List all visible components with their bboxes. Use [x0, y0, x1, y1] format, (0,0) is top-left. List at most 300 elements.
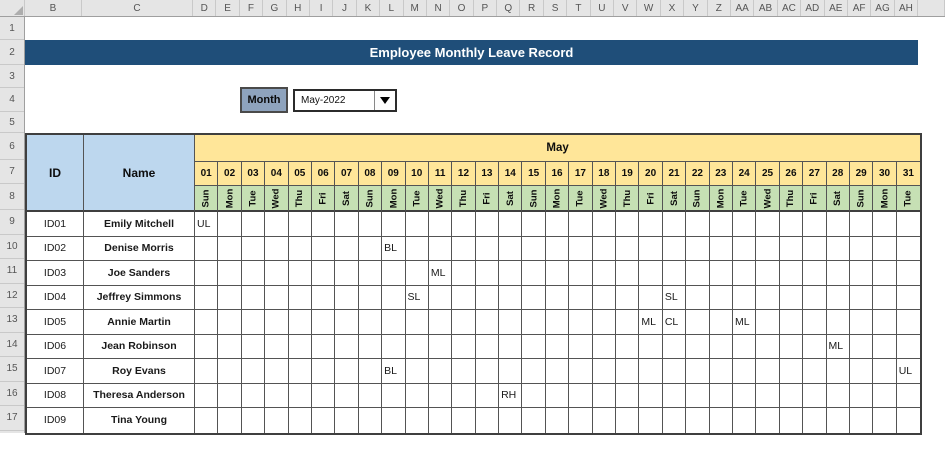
weekday-header-cell[interactable] — [803, 186, 826, 212]
leave-cell[interactable] — [897, 261, 920, 286]
leave-cell[interactable] — [546, 212, 569, 237]
weekday-header-cell[interactable] — [546, 186, 569, 212]
leave-cell[interactable] — [476, 408, 499, 433]
leave-cell[interactable] — [710, 359, 733, 384]
leave-cell[interactable]: UL — [897, 359, 920, 384]
date-header-cell[interactable]: 31 — [897, 162, 920, 186]
column-header-AD[interactable]: AD — [801, 0, 824, 16]
weekday-header-cell[interactable] — [382, 186, 405, 212]
leave-cell[interactable] — [639, 212, 662, 237]
leave-cell[interactable] — [663, 359, 686, 384]
leave-cell[interactable] — [218, 286, 241, 311]
leave-cell[interactable] — [803, 286, 826, 311]
employee-name-cell[interactable]: Tina Young — [84, 408, 195, 433]
leave-cell[interactable] — [289, 408, 312, 433]
leave-cell[interactable] — [686, 286, 709, 311]
date-header-cell[interactable]: 24 — [733, 162, 756, 186]
leave-cell[interactable] — [289, 286, 312, 311]
leave-cell[interactable] — [406, 335, 429, 360]
leave-cell[interactable] — [827, 286, 850, 311]
leave-cell[interactable] — [195, 359, 218, 384]
date-header-cell[interactable]: 09 — [382, 162, 405, 186]
leave-cell[interactable] — [312, 237, 335, 262]
leave-cell[interactable] — [312, 408, 335, 433]
leave-cell[interactable] — [803, 237, 826, 262]
row-header-16[interactable]: 16 — [0, 382, 24, 407]
row-header-3[interactable]: 3 — [0, 65, 24, 88]
weekday-header-cell[interactable] — [265, 186, 288, 212]
leave-cell[interactable] — [195, 384, 218, 409]
leave-cell[interactable] — [546, 286, 569, 311]
leave-cell[interactable] — [242, 286, 265, 311]
leave-cell[interactable] — [663, 408, 686, 433]
date-header-cell[interactable]: 10 — [406, 162, 429, 186]
employee-name-cell[interactable]: Annie Martin — [84, 310, 195, 335]
date-header-cell[interactable]: 07 — [335, 162, 358, 186]
column-header-M[interactable]: M — [404, 0, 427, 16]
leave-cell[interactable] — [897, 286, 920, 311]
leave-cell[interactable] — [218, 359, 241, 384]
leave-cell[interactable] — [335, 286, 358, 311]
employee-id-cell[interactable]: ID05 — [27, 310, 84, 335]
leave-cell[interactable] — [335, 408, 358, 433]
leave-cell[interactable] — [873, 359, 896, 384]
column-header-F[interactable]: F — [240, 0, 263, 16]
leave-cell[interactable] — [639, 335, 662, 360]
leave-cell[interactable] — [639, 408, 662, 433]
leave-cell[interactable] — [546, 261, 569, 286]
leave-cell[interactable] — [218, 237, 241, 262]
leave-cell[interactable] — [382, 261, 405, 286]
leave-cell[interactable] — [476, 359, 499, 384]
leave-cell[interactable] — [335, 384, 358, 409]
leave-cell[interactable] — [476, 261, 499, 286]
leave-cell[interactable] — [756, 384, 779, 409]
leave-cell[interactable] — [616, 286, 639, 311]
leave-cell[interactable] — [522, 310, 545, 335]
leave-cell[interactable] — [265, 261, 288, 286]
leave-cell[interactable] — [452, 359, 475, 384]
date-header-cell[interactable]: 23 — [710, 162, 733, 186]
date-header-cell[interactable]: 17 — [569, 162, 592, 186]
leave-cell[interactable] — [359, 335, 382, 360]
month-dropdown[interactable] — [293, 89, 397, 112]
leave-cell[interactable] — [476, 286, 499, 311]
row-header-5[interactable]: 5 — [0, 112, 24, 133]
leave-cell[interactable]: ML — [639, 310, 662, 335]
leave-cell[interactable] — [733, 335, 756, 360]
leave-cell[interactable] — [873, 384, 896, 409]
weekday-header-cell[interactable] — [289, 186, 312, 212]
weekday-header-cell[interactable] — [522, 186, 545, 212]
leave-cell[interactable] — [335, 335, 358, 360]
column-header-AG[interactable]: AG — [871, 0, 894, 16]
leave-cell[interactable] — [265, 212, 288, 237]
leave-cell[interactable] — [265, 286, 288, 311]
weekday-header-cell[interactable] — [756, 186, 779, 212]
leave-cell[interactable] — [452, 286, 475, 311]
leave-cell[interactable] — [639, 237, 662, 262]
date-header-cell[interactable]: 28 — [827, 162, 850, 186]
employee-id-cell[interactable]: ID03 — [27, 261, 84, 286]
select-all-box[interactable] — [0, 0, 25, 16]
weekday-header-cell[interactable] — [733, 186, 756, 212]
leave-cell[interactable] — [546, 335, 569, 360]
leave-cell[interactable] — [429, 310, 452, 335]
leave-cell[interactable] — [803, 335, 826, 360]
leave-cell[interactable] — [499, 237, 522, 262]
row-header-9[interactable]: 9 — [0, 210, 24, 235]
leave-cell[interactable] — [476, 237, 499, 262]
leave-cell[interactable] — [873, 408, 896, 433]
leave-cell[interactable] — [218, 261, 241, 286]
row-header-2[interactable]: 2 — [0, 40, 24, 65]
column-header-U[interactable]: U — [591, 0, 614, 16]
leave-cell[interactable] — [429, 286, 452, 311]
leave-cell[interactable] — [756, 359, 779, 384]
leave-cell[interactable] — [522, 286, 545, 311]
leave-cell[interactable] — [756, 335, 779, 360]
leave-cell[interactable] — [359, 212, 382, 237]
leave-cell[interactable] — [218, 335, 241, 360]
weekday-header-cell[interactable] — [499, 186, 522, 212]
leave-cell[interactable] — [873, 237, 896, 262]
leave-cell[interactable] — [242, 335, 265, 360]
leave-cell[interactable] — [406, 408, 429, 433]
leave-cell[interactable] — [780, 310, 803, 335]
leave-cell[interactable] — [195, 286, 218, 311]
leave-cell[interactable] — [873, 335, 896, 360]
leave-cell[interactable] — [218, 310, 241, 335]
leave-cell[interactable] — [616, 212, 639, 237]
leave-cell[interactable] — [780, 212, 803, 237]
leave-cell[interactable] — [803, 212, 826, 237]
leave-cell[interactable] — [710, 212, 733, 237]
leave-cell[interactable] — [710, 408, 733, 433]
column-header-L[interactable]: L — [380, 0, 403, 16]
date-header-cell[interactable]: 04 — [265, 162, 288, 186]
leave-cell[interactable]: SL — [406, 286, 429, 311]
leave-cell[interactable] — [873, 286, 896, 311]
leave-cell[interactable] — [803, 310, 826, 335]
leave-cell[interactable] — [312, 261, 335, 286]
leave-cell[interactable] — [850, 408, 873, 433]
leave-cell[interactable] — [897, 335, 920, 360]
column-header-P[interactable]: P — [474, 0, 497, 16]
date-header-cell[interactable]: 22 — [686, 162, 709, 186]
leave-cell[interactable] — [639, 384, 662, 409]
leave-cell[interactable] — [897, 408, 920, 433]
leave-cell[interactable] — [593, 408, 616, 433]
date-header-cell[interactable]: 16 — [546, 162, 569, 186]
leave-cell[interactable] — [382, 212, 405, 237]
weekday-header-cell[interactable] — [616, 186, 639, 212]
leave-cell[interactable] — [522, 237, 545, 262]
leave-cell[interactable] — [289, 310, 312, 335]
leave-cell[interactable] — [452, 237, 475, 262]
column-header-C[interactable]: C — [82, 0, 193, 16]
weekday-header-cell[interactable] — [335, 186, 358, 212]
leave-cell[interactable] — [242, 310, 265, 335]
leave-cell[interactable] — [476, 335, 499, 360]
leave-cell[interactable] — [312, 286, 335, 311]
date-header-cell[interactable]: 18 — [593, 162, 616, 186]
leave-cell[interactable] — [780, 384, 803, 409]
leave-cell[interactable] — [546, 359, 569, 384]
leave-cell[interactable] — [289, 384, 312, 409]
employee-id-cell[interactable]: ID06 — [27, 335, 84, 360]
leave-cell[interactable] — [827, 212, 850, 237]
leave-cell[interactable] — [569, 310, 592, 335]
leave-cell[interactable] — [756, 408, 779, 433]
leave-cell[interactable] — [242, 261, 265, 286]
leave-cell[interactable] — [663, 335, 686, 360]
leave-cell[interactable] — [639, 359, 662, 384]
leave-cell[interactable] — [850, 212, 873, 237]
column-header-AE[interactable]: AE — [825, 0, 848, 16]
date-header-cell[interactable]: 30 — [873, 162, 896, 186]
leave-cell[interactable] — [429, 408, 452, 433]
employee-name-cell[interactable]: Joe Sanders — [84, 261, 195, 286]
leave-cell[interactable] — [522, 359, 545, 384]
weekday-header-cell[interactable] — [663, 186, 686, 212]
leave-cell[interactable] — [733, 384, 756, 409]
leave-cell[interactable] — [406, 261, 429, 286]
employee-id-cell[interactable]: ID08 — [27, 384, 84, 409]
leave-cell[interactable] — [312, 335, 335, 360]
weekday-header-cell[interactable] — [218, 186, 241, 212]
leave-cell[interactable] — [218, 408, 241, 433]
leave-cell[interactable] — [289, 359, 312, 384]
column-header-AA[interactable]: AA — [731, 0, 754, 16]
leave-cell[interactable] — [569, 359, 592, 384]
date-header-cell[interactable]: 05 — [289, 162, 312, 186]
employee-name-cell[interactable]: Jeffrey Simmons — [84, 286, 195, 311]
row-header-10[interactable]: 10 — [0, 235, 24, 260]
date-header-cell[interactable]: 15 — [522, 162, 545, 186]
leave-cell[interactable] — [312, 212, 335, 237]
leave-cell[interactable] — [359, 286, 382, 311]
leave-cell[interactable] — [827, 384, 850, 409]
leave-cell[interactable] — [616, 359, 639, 384]
leave-cell[interactable]: RH — [499, 384, 522, 409]
leave-cell[interactable] — [265, 408, 288, 433]
leave-cell[interactable] — [686, 384, 709, 409]
row-header-8[interactable]: 8 — [0, 184, 24, 210]
leave-cell[interactable] — [522, 335, 545, 360]
weekday-header-cell[interactable] — [312, 186, 335, 212]
leave-cell[interactable] — [499, 261, 522, 286]
leave-cell[interactable] — [289, 261, 312, 286]
weekday-header-cell[interactable] — [452, 186, 475, 212]
leave-cell[interactable] — [382, 408, 405, 433]
column-header-S[interactable]: S — [544, 0, 567, 16]
leave-cell[interactable] — [710, 237, 733, 262]
leave-cell[interactable] — [850, 310, 873, 335]
leave-cell[interactable] — [382, 335, 405, 360]
leave-cell[interactable] — [756, 310, 779, 335]
date-header-cell[interactable]: 26 — [780, 162, 803, 186]
date-header-cell[interactable]: 14 — [499, 162, 522, 186]
leave-cell[interactable] — [686, 359, 709, 384]
date-header-cell[interactable]: 08 — [359, 162, 382, 186]
leave-cell[interactable] — [569, 212, 592, 237]
leave-cell[interactable] — [359, 237, 382, 262]
employee-name-cell[interactable]: Denise Morris — [84, 237, 195, 262]
date-header-cell[interactable]: 06 — [312, 162, 335, 186]
leave-cell[interactable] — [335, 261, 358, 286]
leave-cell[interactable] — [382, 384, 405, 409]
weekday-header-cell[interactable] — [195, 186, 218, 212]
date-header-cell[interactable]: 13 — [476, 162, 499, 186]
leave-cell[interactable] — [546, 384, 569, 409]
leave-cell[interactable] — [639, 261, 662, 286]
leave-cell[interactable] — [616, 237, 639, 262]
leave-cell[interactable] — [710, 384, 733, 409]
leave-cell[interactable] — [335, 237, 358, 262]
leave-cell[interactable] — [406, 237, 429, 262]
leave-cell[interactable] — [803, 408, 826, 433]
month-name-header[interactable]: May — [195, 135, 920, 162]
weekday-header-cell[interactable] — [897, 186, 920, 212]
weekday-header-cell[interactable] — [359, 186, 382, 212]
leave-cell[interactable] — [406, 359, 429, 384]
leave-cell[interactable] — [522, 408, 545, 433]
leave-cell[interactable] — [827, 237, 850, 262]
leave-cell[interactable] — [827, 408, 850, 433]
leave-cell[interactable] — [335, 359, 358, 384]
leave-cell[interactable] — [499, 286, 522, 311]
leave-cell[interactable] — [265, 237, 288, 262]
leave-cell[interactable] — [569, 384, 592, 409]
leave-cell[interactable] — [733, 359, 756, 384]
leave-cell[interactable] — [616, 408, 639, 433]
leave-cell[interactable]: SL — [663, 286, 686, 311]
weekday-header-cell[interactable] — [593, 186, 616, 212]
leave-cell[interactable] — [616, 310, 639, 335]
column-header-AF[interactable]: AF — [848, 0, 871, 16]
leave-cell[interactable] — [335, 310, 358, 335]
leave-cell[interactable] — [289, 212, 312, 237]
weekday-header-cell[interactable] — [242, 186, 265, 212]
leave-cell[interactable] — [686, 212, 709, 237]
leave-cell[interactable] — [663, 237, 686, 262]
leave-cell[interactable] — [873, 212, 896, 237]
weekday-header-cell[interactable] — [710, 186, 733, 212]
leave-cell[interactable]: BL — [382, 237, 405, 262]
leave-cell[interactable] — [406, 384, 429, 409]
employee-id-cell[interactable]: ID09 — [27, 408, 84, 433]
leave-cell[interactable] — [780, 286, 803, 311]
leave-cell[interactable] — [569, 286, 592, 311]
leave-cell[interactable] — [382, 286, 405, 311]
employee-name-cell[interactable]: Roy Evans — [84, 359, 195, 384]
leave-cell[interactable] — [710, 286, 733, 311]
date-header-cell[interactable]: 02 — [218, 162, 241, 186]
leave-cell[interactable] — [569, 408, 592, 433]
leave-cell[interactable] — [242, 384, 265, 409]
leave-cell[interactable] — [663, 261, 686, 286]
leave-cell[interactable] — [452, 310, 475, 335]
leave-cell[interactable] — [242, 408, 265, 433]
leave-cell[interactable] — [756, 212, 779, 237]
date-header-cell[interactable]: 12 — [452, 162, 475, 186]
leave-cell[interactable] — [265, 359, 288, 384]
leave-cell[interactable] — [827, 261, 850, 286]
leave-cell[interactable] — [359, 384, 382, 409]
employee-id-cell[interactable]: ID02 — [27, 237, 84, 262]
employee-id-cell[interactable]: ID04 — [27, 286, 84, 311]
leave-cell[interactable]: CL — [663, 310, 686, 335]
column-header-V[interactable]: V — [614, 0, 637, 16]
leave-cell[interactable] — [686, 335, 709, 360]
column-header-Z[interactable]: Z — [708, 0, 731, 16]
row-header-13[interactable]: 13 — [0, 308, 24, 333]
leave-cell[interactable] — [406, 310, 429, 335]
leave-cell[interactable] — [522, 261, 545, 286]
date-header-cell[interactable]: 27 — [803, 162, 826, 186]
column-header-G[interactable]: G — [263, 0, 286, 16]
date-header-cell[interactable]: 25 — [756, 162, 779, 186]
leave-cell[interactable] — [803, 384, 826, 409]
leave-cell[interactable]: ML — [733, 310, 756, 335]
leave-cell[interactable] — [639, 286, 662, 311]
leave-cell[interactable] — [850, 335, 873, 360]
date-header-cell[interactable]: 29 — [850, 162, 873, 186]
row-header-6[interactable]: 6 — [0, 133, 24, 160]
row-header-4[interactable]: 4 — [0, 88, 24, 112]
date-header-cell[interactable]: 01 — [195, 162, 218, 186]
leave-cell[interactable] — [803, 359, 826, 384]
date-header-cell[interactable]: 03 — [242, 162, 265, 186]
leave-cell[interactable] — [897, 237, 920, 262]
leave-cell[interactable] — [265, 384, 288, 409]
leave-cell[interactable] — [359, 261, 382, 286]
leave-cell[interactable] — [756, 237, 779, 262]
leave-cell[interactable] — [616, 335, 639, 360]
leave-cell[interactable] — [593, 237, 616, 262]
leave-cell[interactable] — [476, 212, 499, 237]
leave-cell[interactable] — [710, 310, 733, 335]
leave-cell[interactable] — [686, 310, 709, 335]
leave-cell[interactable] — [429, 384, 452, 409]
leave-cell[interactable] — [897, 310, 920, 335]
weekday-header-cell[interactable] — [827, 186, 850, 212]
leave-cell[interactable] — [452, 408, 475, 433]
employee-name-cell[interactable]: Theresa Anderson — [84, 384, 195, 409]
column-header-O[interactable]: O — [450, 0, 473, 16]
weekday-header-cell[interactable] — [780, 186, 803, 212]
leave-cell[interactable] — [733, 212, 756, 237]
leave-cell[interactable] — [546, 310, 569, 335]
date-header-cell[interactable]: 11 — [429, 162, 452, 186]
employee-name-cell[interactable]: Jean Robinson — [84, 335, 195, 360]
leave-cell[interactable] — [195, 261, 218, 286]
leave-cell[interactable] — [429, 359, 452, 384]
leave-cell[interactable]: ML — [429, 261, 452, 286]
weekday-header-cell[interactable] — [850, 186, 873, 212]
leave-cell[interactable] — [686, 237, 709, 262]
leave-cell[interactable] — [593, 286, 616, 311]
leave-cell[interactable] — [873, 310, 896, 335]
row-header-11[interactable]: 11 — [0, 259, 24, 284]
leave-cell[interactable] — [429, 335, 452, 360]
leave-cell[interactable] — [756, 261, 779, 286]
leave-cell[interactable] — [663, 212, 686, 237]
column-header-K[interactable]: K — [357, 0, 380, 16]
leave-cell[interactable] — [476, 310, 499, 335]
leave-cell[interactable] — [733, 237, 756, 262]
